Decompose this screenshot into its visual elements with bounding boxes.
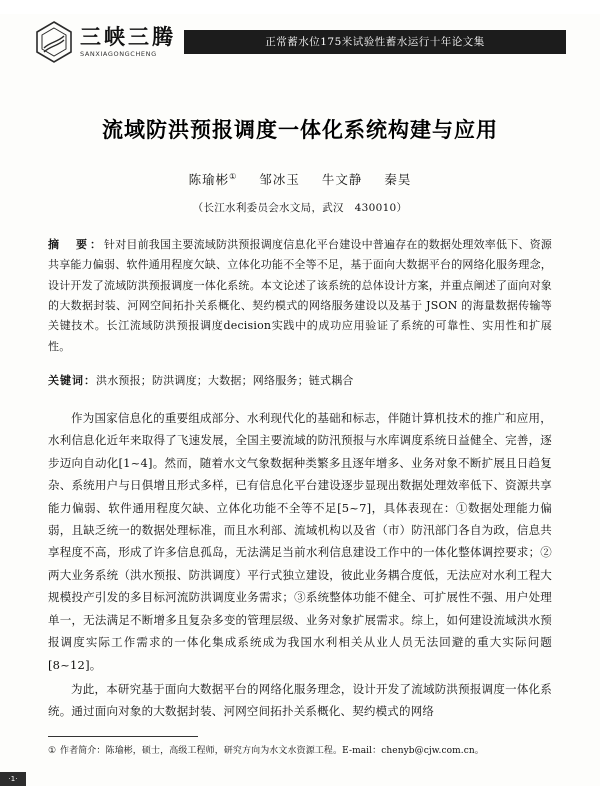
footnote-text-row <box>48 744 552 760</box>
footnote-block <box>48 736 552 760</box>
author-name: 陈瑜彬 <box>188 172 230 187</box>
author-affiliation: （长江水利委员会水文局，武汉 430010） <box>192 202 408 214</box>
body-paragraph: 作为国家信息化的重要组成部分、水利现代化的基础和标志，伴随计算机技术的推广和应用，水利信息化近年来取得了飞速发展，全国主要流域的防汛预报与水库调度系统日益健全、完善，逐步迈向自动化[1~4]。然而，随着水文气象数据种类繁多且逐年增多、业务对象不断扩展且日趋复杂、系统用户与日俱增且形式多样，已有信息化平台建设逐步显现出数据处理效率低下、资源共享能力偏弱、软件通用程度欠缺、立体化功能不全等不足[5~7]，具体表现在：①数据处理能力偏弱，且缺乏统一的数据处理标准，而且水利部、流域机构以及省（市）防汛部门各自为政，信息共享程度不高，形成了许多信息孤岛，无法满足当前水利信息建设工作中的一体化整体调控要求；②两大业务系统（洪水预报、防洪调度）平行式独立建设，彼此业务耦合度低，无法应对水利工程大规模投产引发的多目标河流防洪调度业务需求；③系统整体功能不健全、可扩展性不强、用户处理单一，无法满足不断增多且复杂多变的管理层级、业务对象扩展需求。综上，如何建设流域洪水预报调度实际工作需求的一体化集成系统成为我国水利相关从业人员无法回避的重大实际问题[8~12]。 <box>48 410 552 672</box>
paper-page <box>0 14 600 786</box>
author-name: 秦昊 <box>384 172 412 187</box>
journal-name-pinyin: SANXIAGONGCHENG <box>80 49 157 58</box>
author-name: 牛文静 <box>321 172 363 187</box>
body-paragraph: 为此，本研究基于面向大数据平台的网络化服务理念，设计开发了流域防洪预报调度一体化系统。通过面向对象的大数据封装、河网空间拓扑关系概化、契约模式的网络 <box>48 681 552 719</box>
issue-banner: 正常蓄水位175米试验性蓄水运行十年论文集 <box>184 30 566 54</box>
hexagon-logo-icon <box>34 20 74 64</box>
page-header <box>34 14 566 70</box>
author-name: 邹冰玉 <box>259 172 300 187</box>
footnote-text: 作者简介：陈瑜彬，硕士，高级工程师，研究方向为水文水资源工程。E-mail：chenyb@cjw.com.cn。 <box>60 746 484 757</box>
page-title: 流域防洪预报调度一体化系统构建与应用 <box>102 118 498 142</box>
journal-logo <box>34 20 176 64</box>
keywords-label: 关键词： <box>48 374 96 388</box>
abstract-text: 针对目前我国主要流域防洪预报调度信息化平台建设中普遍存在的数据处理效率低下、资源共享能力偏弱、软件通用程度欠缺、立体化功能不全等不足，基于面向大数据平台的网络化服务理念，设计开发了流域防洪预报调度一体化系统。本文论述了该系统的总体设计方案，并重点阐述了面向对象的大数据封装、河网空间拓扑关系概化、契约模式的网络服务建设以及基于 JSON 的海量数据传输等关键技术。长江流域防洪预报调度decision实践中的成功应用验证了系统的可靠性、实用性和扩展性。 <box>48 238 552 353</box>
page-number-mark: ·1· <box>0 772 26 786</box>
footnote-mark: ① <box>48 746 57 757</box>
abstract-block <box>48 235 552 357</box>
article-body <box>48 407 552 723</box>
abstract-label: 摘 要： <box>48 238 104 251</box>
author-footnote-mark: ① <box>229 171 238 181</box>
keywords-block <box>48 371 552 391</box>
keywords-text: 洪水预报；防洪调度；大数据；网络服务；链式耦合 <box>96 374 354 388</box>
author-list <box>40 170 560 188</box>
footnote-divider <box>48 736 198 737</box>
journal-name-cn: 三峡三腾 <box>80 24 176 49</box>
journal-logo-text <box>80 24 176 58</box>
